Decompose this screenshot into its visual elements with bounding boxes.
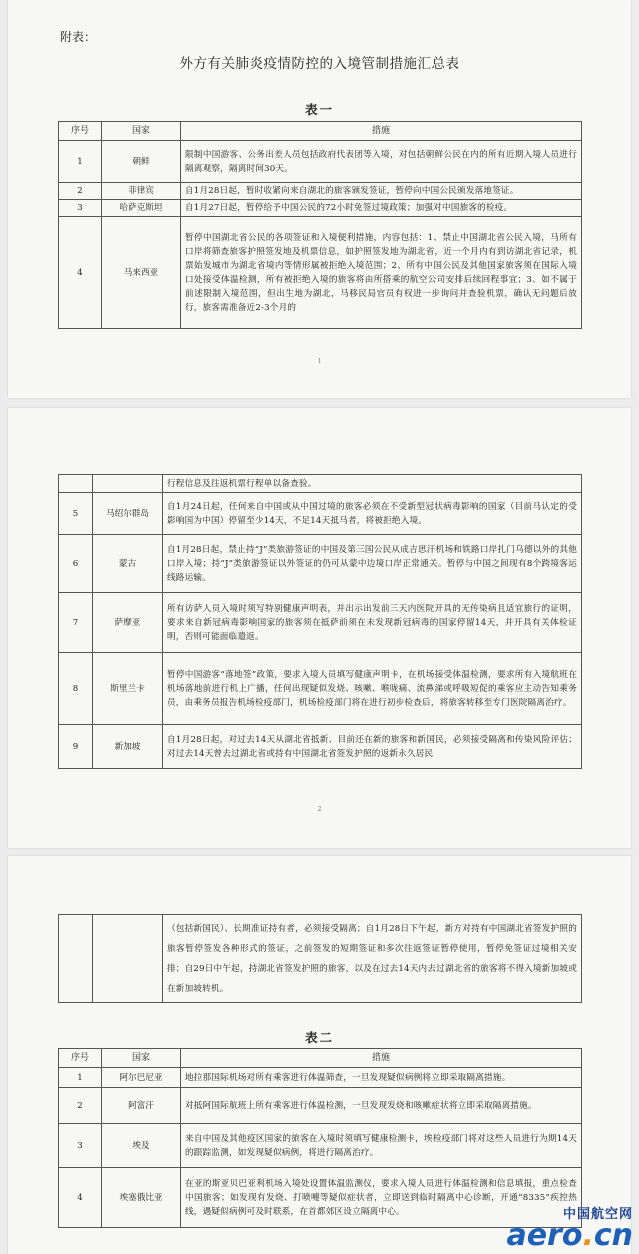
table-one-part-1 — [58, 121, 582, 329]
header-measure: 措施 — [181, 122, 582, 141]
header-country: 国家 — [102, 1049, 181, 1068]
table-row — [59, 493, 582, 535]
table-row — [59, 653, 582, 725]
table-row — [59, 475, 582, 493]
row-country: 埃塞俄比亚 — [102, 1168, 181, 1228]
row-measure: 自1月24日起，任何来自中国或从中国过境的旅客必须在不受新型冠状病毒影响的国家（目前马认定的受影响国为中国）停留至少14天，不足14天抵马者，将被拒绝入境。 — [163, 493, 582, 535]
row-country — [93, 475, 163, 493]
row-country: 阿富汗 — [102, 1088, 181, 1124]
row-seq: 3 — [59, 200, 102, 217]
document-page-1 — [8, 0, 631, 398]
table-row — [59, 1168, 582, 1228]
row-measure: 对抵阿国际航班上所有乘客进行体温检测，一旦发现发烧和咳嗽症状将立即采取隔离措施。 — [181, 1088, 582, 1124]
header-seq: 序号 — [59, 1049, 102, 1068]
row-country: 埃及 — [102, 1124, 181, 1168]
table-row — [59, 1124, 582, 1168]
table-row — [59, 183, 582, 200]
row-country: 哈萨克斯坦 — [102, 200, 181, 217]
row-seq — [59, 475, 93, 493]
row-measure: 自1月28日起，对过去14天从湖北省抵新、目前还在新的旅客和新国民，必须接受隔离和传染风险评估；对过去14天曾去过湖北省或持有中国湖北省签发护照的返新永久居民 — [163, 725, 582, 769]
header-country: 国家 — [102, 122, 181, 141]
table-two-heading: 表二 — [304, 1030, 334, 1045]
table-one-heading: 表一 — [304, 102, 334, 117]
row-measure: 自1月27日起，暂停给予中国公民的72小时免签过境政策；加强对中国旅客的检疫。 — [181, 200, 582, 217]
table-row — [59, 200, 582, 217]
row-measure: 暂停中国湖北省公民的各项签证和入境便利措施，内容包括：1、禁止中国湖北省公民入境，马所有口岸将筛查旅客护照签发地及机票信息，如护照签发地为湖北省，近一个月内有到访湖北省记录，机票始发城市为湖北省境内等情形属被拒绝入境范围；2、所有中国公民及其他国家旅客须在国际入境口处接受体温检测，所有被拒绝入境的旅客将由所搭乘的航空公司安排后续回程事宜；3、如不属于前述限制入境范围，但出生地为湖北，马移民局官员有权进一步询问并查验机票，确认无问题后放行，旅客需准备近2-3个月的 — [181, 217, 582, 329]
row-measure: 自1月28日起，禁止持“J”类旅游签证的中国及第三国公民从成吉思汗机场和铁路口岸扎门乌德以外的其他口岸入境；持“J”类旅游签证以外签证的仍可从蒙中边境口岸正常通关。暂停与中国之间现有8个跨境客运线路运输。 — [163, 535, 582, 593]
table-row — [59, 915, 582, 1003]
row-country: 蒙古 — [93, 535, 163, 593]
row-measure: 地拉那国际机场对所有乘客进行体温筛查，一旦发现疑似病例将立即采取隔离措施。 — [181, 1068, 582, 1088]
table-header-row — [59, 1049, 582, 1068]
row-seq: 1 — [59, 141, 102, 183]
watermark-domain-tld: cn — [593, 1218, 633, 1253]
header-measure: 措施 — [181, 1049, 582, 1068]
table-row — [59, 141, 582, 183]
row-seq: 4 — [59, 1168, 102, 1228]
table-row — [59, 1068, 582, 1088]
table-two — [58, 1048, 582, 1228]
row-country: 菲律宾 — [102, 183, 181, 200]
watermark-domain-main: aero — [506, 1218, 583, 1253]
row-country: 萨摩亚 — [93, 593, 163, 653]
row-seq: 6 — [59, 535, 93, 593]
watermark-domain-dot: . — [582, 1218, 594, 1253]
row-measure: 在亚的斯亚贝巴亚利机场入境处设置体温监测仪，要求入境人员进行体温检测和信息填报，重点检查中国旅客；如发现有发烧、打喷嚏等疑似症状者，立即送到临时隔离中心诊断，开通“8335”疾控热线，遇疑似病例可及时联系，在首都郊区设立隔离中心。 — [181, 1168, 582, 1228]
row-seq: 3 — [59, 1124, 102, 1168]
row-seq: 7 — [59, 593, 93, 653]
table-row — [59, 725, 582, 769]
row-country: 斯里兰卡 — [93, 653, 163, 725]
row-seq: 2 — [59, 1088, 102, 1124]
document-page-2 — [8, 408, 631, 848]
row-country: 朝鲜 — [102, 141, 181, 183]
row-seq: 8 — [59, 653, 93, 725]
row-seq: 5 — [59, 493, 93, 535]
row-seq: 4 — [59, 217, 102, 329]
watermark-chinese-name: 中国航空网 — [562, 1207, 633, 1222]
page-number: 2 — [317, 806, 322, 813]
appendix-label: 附表： — [60, 30, 97, 44]
row-country: 马来西亚 — [102, 217, 181, 329]
document-title: 外方有关肺炎疫情防控的入境管制措施汇总表 — [179, 56, 460, 72]
row-seq — [59, 915, 93, 1003]
row-seq: 1 — [59, 1068, 102, 1088]
row-country: 阿尔巴尼亚 — [102, 1068, 181, 1088]
header-seq: 序号 — [59, 122, 102, 141]
table-one-part-3 — [58, 914, 582, 1003]
row-measure: 暂停中国游客“落地签”政策，要求入境人员填写健康声明卡，在机场接受体温检测，要求所有入境航班在机场落地前进行机上广播，任何出现疑似发烧、咳嗽、喉咙痛、流鼻涕或呼吸短促的乘客应主动告知乘务员，由乘务员报告机场检疫部门，机场检疫部门将在进行初步检查后，将旅客转移至专门医院隔离治疗。 — [163, 653, 582, 725]
row-country — [93, 915, 163, 1003]
row-seq: 2 — [59, 183, 102, 200]
row-measure: 限制中国游客、公务出差人员包括政府代表团等入境，对包括朝鲜公民在内的所有近期入境人员进行隔离观察，隔离时间30天。 — [181, 141, 582, 183]
table-one-part-2 — [58, 474, 582, 769]
page-number: 1 — [317, 358, 322, 365]
row-measure: 自1月28日起，暂时收紧向来自湖北的旅客颁发签证，暂停向中国公民颁发落地签证。 — [181, 183, 582, 200]
table-row — [59, 593, 582, 653]
document-page-3 — [8, 856, 631, 1254]
table-row — [59, 217, 582, 329]
row-country: 马绍尔群岛 — [93, 493, 163, 535]
row-measure: （包括新国民）、长期准证持有者，必须接受隔离；自1月28日下午起，新方对持有中国湖北省签发护照的旅客暂停签发各种形式的签证，之前签发的短期签证和多次往返签证暂停使用，暂停免签证过境相关安排；自29日中午起，持湖北省签发护照的旅客，以及在过去14天内去过湖北省的旅客将不得入境新加坡或在新加坡转机。 — [163, 915, 582, 1003]
table-row — [59, 535, 582, 593]
row-measure: 来自中国及其他疫区国家的旅客在入境时须填写健康检测卡，埃检疫部门将对这些人员进行为期14天的跟踪监测，如发现疑似病例，将进行隔离治疗。 — [181, 1124, 582, 1168]
watermark-domain — [506, 1218, 633, 1253]
row-measure: 行程信息及往返机票行程单以备查验。 — [163, 475, 582, 493]
row-measure: 所有访萨人员入境时须写特别健康声明表，并出示出发前三天内医院开具的无传染病且适宜旅行的证明，要求来自新冠病毒影响国家的旅客须在抵萨前须在未发现新冠病毒的国家停留14天，并开具有关体检证明，否则可能面临遣返。 — [163, 593, 582, 653]
table-header-row — [59, 122, 582, 141]
site-watermark — [506, 1203, 633, 1253]
row-country: 新加坡 — [93, 725, 163, 769]
row-seq: 9 — [59, 725, 93, 769]
table-row — [59, 1088, 582, 1124]
